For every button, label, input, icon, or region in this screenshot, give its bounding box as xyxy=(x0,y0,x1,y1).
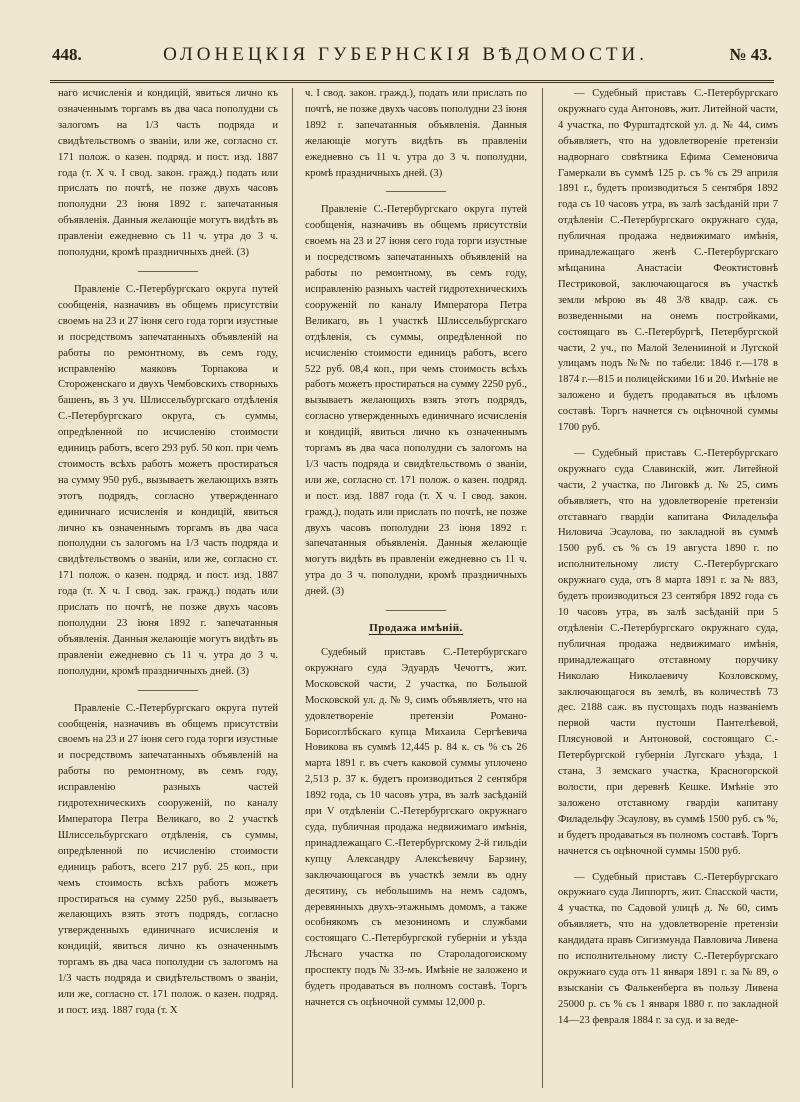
page-number: 448. xyxy=(52,45,82,64)
notice-divider xyxy=(386,610,446,611)
section-heading-text: Продажа имѣній. xyxy=(369,622,463,635)
notice-paragraph: Правленіе С.-Петербургскаго округа путей сообщенія, назначивъ въ общемъ присутствіи своемъ на 23 и 27 іюня сего года торги изустные и посредствомъ запечатанныхъ объявленій на работы по ремонтному, въ семъ году, исправленію маяковъ Торпакова и Стороженскаго и двухъ Чембовскихъ створныхъ башенъ, въ 3 уч. Шлиссельбургскаго отдѣленія С.-Петербургскаго округа, съ суммы, опредѣленной по исчисленію стоимости единицъ работъ, всего 293 руб. 50 коп. при чемъ стоимость всѣхъ работъ можетъ простираться на сумму 950 руб., вызываетъ желающихъ взять этотъ подрядъ, согласно утвержденнаго единичнаго исчисленія и кондицій, явиться лично къ означеннымъ торгамъ въ два часа пополудни съ залогомъ на 1/3 часть подряда и свидѣтельствомъ о званіи, или же, согласно ст. 171 полож. о казен. подряд. и пост. изд. 1887 года (т. X ч. I свод. зак. гражд.) подать или прислать по почтѣ, не позже двухъ часовъ пополудни 23 іюня 1892 г. запечатанныя объявленія. Данныя желающіе могутъ видѣть въ правленіи ежедневно съ 11 ч. утра до 3 ч. пополудни, кромѣ праздничныхъ дней. (3) xyxy=(58,283,278,677)
header-rule xyxy=(50,80,774,83)
notice-divider xyxy=(138,690,198,691)
column-separator xyxy=(542,88,543,1088)
notice-paragraph: Судебный приставъ С.-Петербургскаго окружнаго суда Эдуардъ Чечоттъ, жит. Московской части, 2 участка, по Большой Московской ул. д. № 9, симъ объявляетъ, что на удовлетвореніе претензіи Романо-Борисоглѣбскаго купца Михаила Сергѣевича Новикова въ суммѣ 12,445 р. 84 к. съ % съ 26 марта 1891 г. въ счетъ каковой суммы уплочено 2,513 р. 37 к. будетъ производиться 2 сентября 1892 года, съ 10 часовъ утра, въ залѣ засѣданій при V отдѣленіи С.-Петербургскаго окружнаго суда, публичная продажа недвижимаго имѣнія, принадлежащаго С.-Петербургскому 2-й гильдіи купцу Александру Алексѣевичу Барзину, заключающагося въ участкѣ земли въ одну десятину, съ небольшимъ на немъ садомъ, деревянныхъ двухъ-этажнымъ домомъ, а также особнякомъ съ мезониномъ и службами состоящаго С.-Петербургской губерніи и уѣзда Лѣснаго участка по Староладогоискому проспекту подъ № 33-мъ. Имѣніе не заложено и будетъ продаваться въ полномъ составѣ. Торгъ начнется съ оцѣночной суммы 12,000 р. xyxy=(305,647,527,1008)
notice-paragraph: — Судебный приставъ С.-Петербургскаго окружнаго суда Славинскій, жит. Литейной части, 2 участка, по Лиговкѣ д. № 25, симъ объявляетъ, что на удовлетвореніе претензіи отставнаго гвардіи капитана Филадельфа Ниловича Эсаулова, по закладной въ суммѣ 1500 руб. съ % съ 19 августа 1890 г. по исполнительному листу С.-Петербургскаго окружнаго суда, отъ 8 марта 1891 г. за № 883, будетъ производиться 23 сентября 1892 года съ 10 часовъ утра, въ залѣ засѣданій при 5 отдѣленіи С.-Петербургскаго окружнаго суда, публичная продажа недвижимаго имѣнія, принадлежащаго отставному поручику Николаю Николаевичу Козловскому, заключающагося въ землѣ, въ количествѣ 73 дес. 2188 саж. въ пустощахъ подъ названіемъ первой части пустоши Пантелѣевой, Плясуновой и Антоновой, состоящаго С.-Петербургской губерніи Лугскаго уѣзда, 1 стана, 3 земскаго участка, Красногорской волости, при деревнѣ Кешке. Имѣніе это заложено отставному гвардіи капитану Филадельфу Эсаулову, въ суммѣ 1500 руб. съ %, и будетъ продаваться въ полномъ составѣ. Торгъ начнется съ оцѣночной суммы 1500 руб. xyxy=(558,447,778,857)
notice-paragraph: Правленіе С.-Петербургскаго округа путей сообщенія, назначивъ въ общемъ присутствіи своемъ на 23 и 27 іюня сего года торги изустные и посредствомъ запечатанныхъ объявленій на работы по ремонтному, въ семъ году, исправленію разныхъ частей гидротехническихъ сооруженій по каналу Императора Петра Великаго, въ 1 участкѣ Шлиссельбургскаго отдѣленія, съ суммы, опредѣленной по исчисленію стоимости единицъ работъ, всего 522 руб. 08,4 коп., при чемъ стоимость всѣхъ работъ можетъ простираться на сумму 2250 руб., вызываетъ желающихъ взять этотъ подрядъ, согласно утвержденныхъ единичнаго исчисленія и кондицій, явиться лично къ означеннымъ торгамъ въ два часа пополудни съ залогомъ на 1/3 часть подряда и свидѣтельствомъ о званіи, или же, согласно ст. 171 полож. о казен. подряд. и пост. изд. 1887 года (т. X ч. I свод. закон. гражд.), подать или прислать по почтѣ, не позже двухъ часовъ пополудни 23 іюня 1892 г. запечатанныя объявленія. Данныя желающіе могутъ видѣть въ правленіи ежедневно съ 11 ч. утра до 3 ч. пополудни, кромѣ праздничныхъ дней. (3) xyxy=(305,204,527,598)
newspaper-title: ОЛОНЕЦКІЯ ГУБЕРНСКІЯ ВѢДОМОСТИ. xyxy=(163,44,649,65)
column-1 xyxy=(58,86,278,1090)
notice-paragraph: — Судебный приставъ С.-Петербургскаго окружнаго суда Липпортъ, жит. Спасской части, 4 участка, по Садовой улицѣ д. № 60, симъ объявляетъ, что на удовлетвореніе претензіи кандидата правъ Сигизмунда Павловича Ливена по исполнительному листу С.-Петербургскаго окружнаго суда отъ 11 января 1891 г. за № 89, о взысканіи съ Фалькенберга въ пользу Ливена 25000 р. съ % съ 1 января 1880 г. по закладной 14—23 февраля 1884 г. за суд. и за веде- xyxy=(558,871,778,1026)
column-separator xyxy=(292,88,293,1088)
section-heading xyxy=(305,621,527,637)
column-2 xyxy=(305,86,527,1090)
notice-divider xyxy=(138,271,198,272)
notice-paragraph: наго исчисленія и кондицій, явиться лично къ означеннымъ торгамъ въ два часа пополудни съ залогомъ на 1/3 часть подряда и свидѣтельствомъ о званіи, или же, согласно ст. 171 полож. о казен. подряд. и пост. изд. 1887 года (т. X ч. I свод. закон. гражд.) подать или прислать по почтѣ, не позже двухъ часовъ пополудни 23 іюня 1892 г. запечатанныя объявленія. Данныя желающіе могутъ видѣть въ правленіи ежедневно съ 11 ч. утра до 3 ч. пополудни, кромѣ праздничныхъ дней. (3) xyxy=(58,88,278,259)
issue-number: № 43. xyxy=(729,45,772,64)
column-3 xyxy=(558,86,778,1090)
notice-paragraph: Правленіе С.-Петербургскаго округа путей сообщенія, назначивъ въ общемъ присутствіи своемъ на 23 и 27 іюня сего года торги изустные и посредствомъ запечатанныхъ объявленій на работы по ремонтному, въ семъ году, исправленію разныхъ частей гидротехническихъ сооруженій, по каналу Императора Петра Великаго, во 2 участкѣ Шлиссельбургскаго отдѣленія, съ суммы, опредѣленной по исчисленію стоимости единицъ работъ, всего 217 руб. 25 коп., при чемъ стоимость всѣхъ работъ можетъ простираться на сумму 2250 руб., вызываетъ желающихъ взять этотъ подрядъ, согласно утвержденныхъ единичнаго исчисленія и кондицій, явиться лично къ означеннымъ торгамъ въ два часа пополудни съ залогомъ на 1/3 часть подряда и свидѣтельствомъ о званіи, или же, согласно ст. 171 полож. о казен. подряд. и пост. изд. 1887 года (т. X xyxy=(58,702,278,1016)
notice-divider xyxy=(386,191,446,192)
notice-paragraph: ч. I свод. закон. гражд.), подать или прислать по почтѣ, не позже двухъ часовъ пополудни 23 іюня 1892 г. запечатанныя объявленія. Данныя желающіе могутъ видѣть въ правленіи ежедневно съ 11 ч. утра до 3 ч. пополудни, кромѣ праздничныхъ дней. (3) xyxy=(305,88,527,179)
page-header xyxy=(52,38,772,72)
notice-paragraph: — Судебный приставъ С.-Петербургскаго окружнаго суда Антоновъ, жит. Литейной части, 4 участка, по Фурштадтской ул. д. № 44, симъ объявляетъ, что на удовлетвореніе претензіи надворнаго совѣтника Ефима Семеновича Гамеркали въ суммѣ 125 р. съ % съ 29 априля 1891 г., будетъ производиться 5 сентября 1892 года съ 10 часовъ утра, въ залѣ засѣданій при 7 отдѣленіи С.-Петербургскаго окружнаго суда, публичная продажа недвижимаго имѣнія, принадлежащаго женѣ С.-Петербургскаго мѣщанина Анастасіи Феоктистовнѣ Пестриковой, заключающагося въ участкѣ земли мѣрою въ 48 3/8 квадр. саж. съ возведенными на онемъ постройками, состоящаго въ С.-Петербургѣ, Петербургской части, 2 уч., по Малой Зеленииной и Лугской улицамъ подъ №№ по табели: 1846 г.—178 в 1874 г.—815 и полицейскими 16 и 20. Имѣніе не заложено и будетъ продаваться въ цѣломъ составѣ. Торгъ начнется съ оцѣночной суммы 1700 руб. xyxy=(558,88,778,434)
